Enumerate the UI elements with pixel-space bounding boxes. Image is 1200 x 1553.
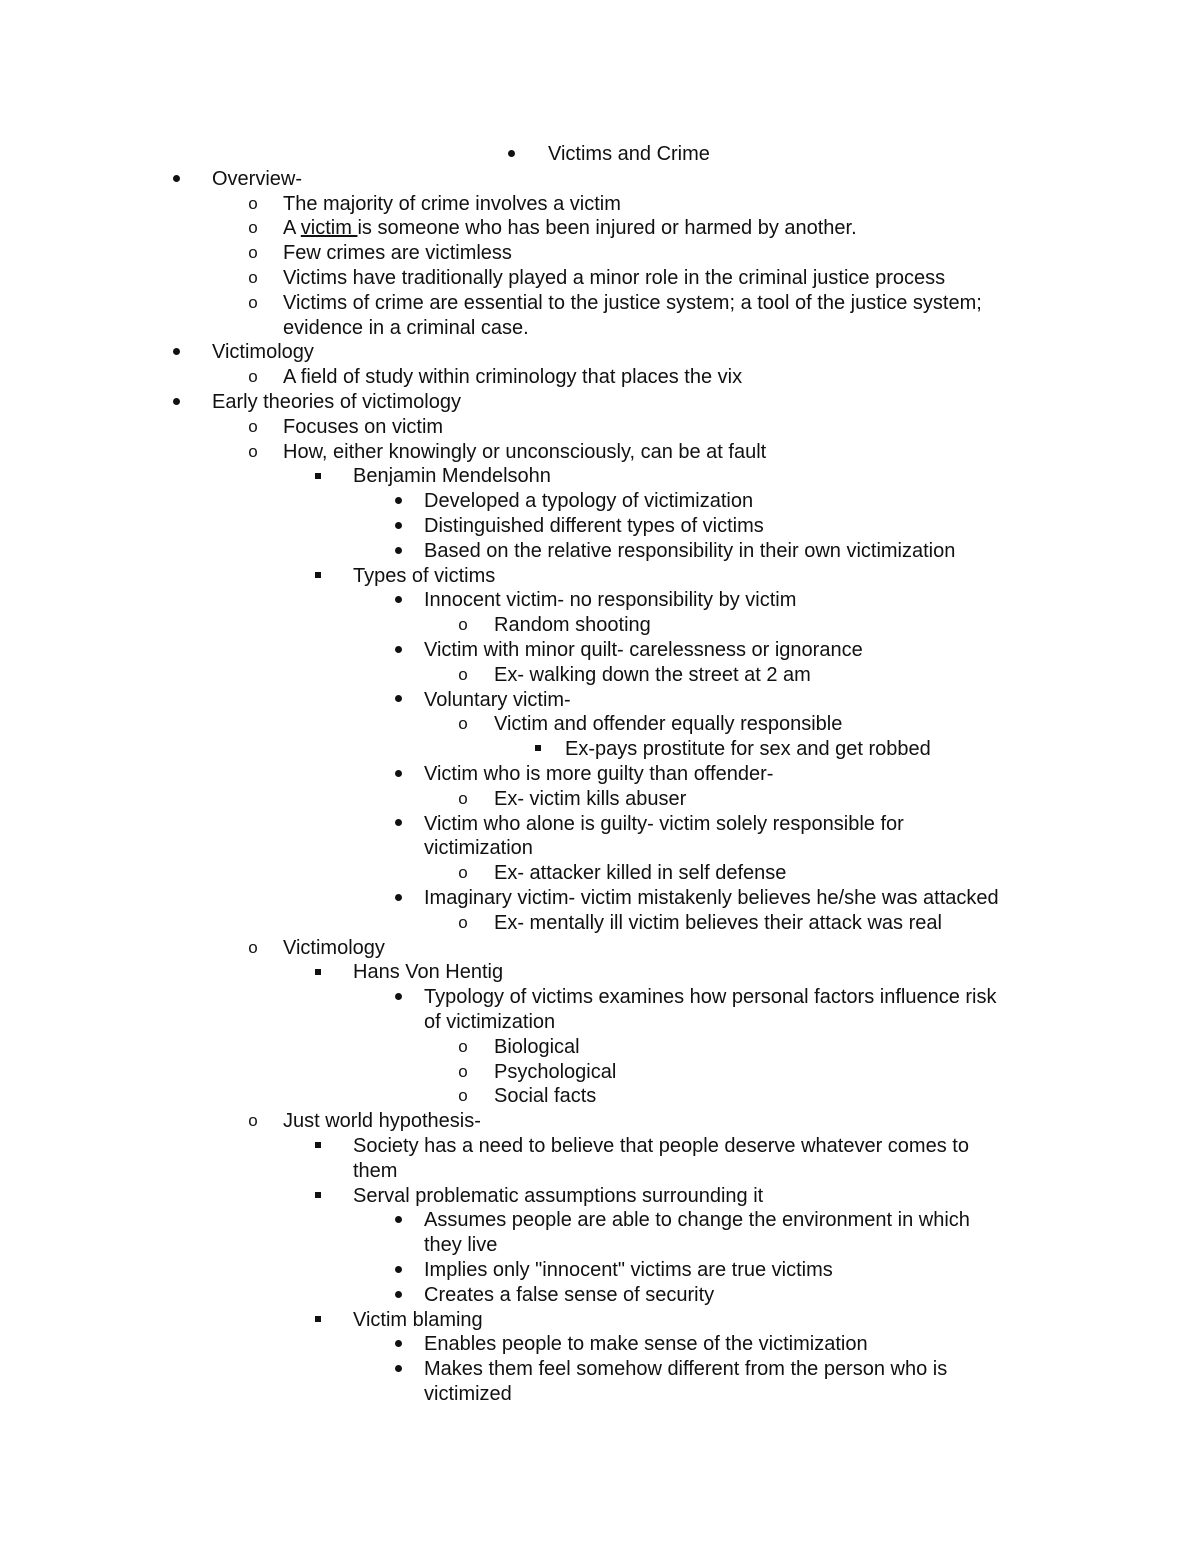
document-line bbox=[0, 663, 1200, 688]
disc-bullet-icon bbox=[501, 142, 521, 167]
line-text: Ex-pays prostitute for sex and get robbed bbox=[565, 738, 931, 761]
document-line bbox=[0, 787, 1200, 812]
line-text: Hans Von Hentig bbox=[353, 961, 504, 984]
line-text: victimized bbox=[424, 1383, 512, 1405]
document-line bbox=[0, 291, 1200, 316]
line-text: Innocent victim- no responsibility by victim bbox=[424, 589, 797, 612]
circle-bullet-icon: o bbox=[458, 863, 468, 883]
circle-bullet-icon: o bbox=[458, 788, 468, 808]
document-line bbox=[0, 216, 1200, 241]
document-line bbox=[0, 712, 1200, 737]
line-text: Biological bbox=[494, 1035, 580, 1058]
document-line bbox=[0, 836, 1200, 861]
disc-bullet-icon bbox=[388, 1283, 408, 1308]
disc-bullet-icon bbox=[388, 514, 408, 539]
circle-bullet-icon: o bbox=[458, 1061, 468, 1081]
square-bullet-icon bbox=[308, 1184, 328, 1209]
line-text: Ex- attacker killed in self defense bbox=[494, 862, 787, 885]
document-line bbox=[0, 936, 1200, 961]
document-line bbox=[0, 1159, 1200, 1184]
line-text: Based on the relative responsibility in their own victimization bbox=[424, 539, 956, 562]
document-line bbox=[0, 1258, 1200, 1283]
line-text: Society has a need to believe that people deserve whatever comes to bbox=[353, 1135, 969, 1157]
line-text: Benjamin Mendelsohn bbox=[353, 465, 551, 488]
disc-bullet-icon bbox=[388, 638, 408, 663]
circle-bullet-icon: o bbox=[458, 714, 468, 734]
document-line bbox=[0, 489, 1200, 514]
document-line bbox=[0, 340, 1200, 365]
document-line bbox=[0, 1109, 1200, 1134]
document-line bbox=[0, 1134, 1200, 1159]
line-text: Victim with minor quilt- carelessness or ignorance bbox=[424, 639, 863, 661]
line-text: Just world hypothesis- bbox=[283, 1110, 481, 1133]
line-text: Victimology bbox=[283, 936, 385, 959]
disc-bullet-icon bbox=[166, 390, 186, 415]
line-text: Victims have traditionally played a minor role in the criminal justice process bbox=[283, 267, 946, 289]
line-text: The majority of crime involves a victim bbox=[283, 192, 621, 215]
document-line bbox=[0, 638, 1200, 663]
disc-bullet-icon bbox=[388, 886, 408, 911]
line-text: Makes them feel somehow different from the person who is bbox=[424, 1358, 948, 1381]
document-line bbox=[0, 415, 1200, 440]
circle-bullet-icon: o bbox=[248, 292, 258, 312]
document-line bbox=[0, 167, 1200, 192]
line-text: Victimology bbox=[212, 341, 314, 364]
disc-bullet-icon bbox=[166, 167, 186, 192]
disc-bullet-icon bbox=[388, 588, 408, 613]
underlined-term: victim bbox=[300, 217, 358, 240]
disc-bullet-icon bbox=[388, 1208, 408, 1233]
circle-bullet-icon: o bbox=[458, 615, 468, 635]
document-line bbox=[0, 886, 1200, 911]
document-line bbox=[0, 390, 1200, 415]
document-line bbox=[0, 564, 1200, 589]
disc-bullet-icon bbox=[166, 340, 186, 365]
circle-bullet-icon: o bbox=[248, 268, 258, 287]
disc-bullet-icon bbox=[388, 985, 408, 1010]
document-line bbox=[0, 1184, 1200, 1209]
circle-bullet-icon: o bbox=[248, 243, 258, 263]
document-line bbox=[0, 365, 1200, 390]
document-line bbox=[0, 266, 1200, 291]
document-line bbox=[0, 1035, 1200, 1060]
line-text: Overview- bbox=[212, 167, 303, 190]
document-line bbox=[0, 142, 1200, 167]
document-line bbox=[0, 1233, 1200, 1258]
line-text: Few crimes are victimless bbox=[283, 242, 512, 265]
line-text: Voluntary victim- bbox=[424, 688, 571, 711]
line-text: A field of study within criminology that places the vix bbox=[283, 366, 743, 389]
document-line bbox=[0, 762, 1200, 787]
line-text: Enables people to make sense of the victimization bbox=[424, 1333, 868, 1356]
line-text: of victimization bbox=[424, 1011, 556, 1033]
line-text: Victims of crime are essential to the justice system; a tool of the justice system; bbox=[283, 291, 982, 314]
circle-bullet-icon: o bbox=[458, 1036, 468, 1056]
line-text: Victim who alone is guilty- victim solely responsible for bbox=[424, 812, 904, 835]
line-text: Random shooting bbox=[494, 614, 651, 637]
document-line bbox=[0, 960, 1200, 985]
document-line bbox=[0, 985, 1200, 1010]
line-text: Serval problematic assumptions surrounding it bbox=[353, 1184, 764, 1207]
line-text: victimization bbox=[424, 837, 533, 860]
document-line bbox=[0, 688, 1200, 713]
document-line bbox=[0, 192, 1200, 217]
line-text: Assumes people are able to change the environment in which bbox=[424, 1209, 970, 1232]
square-bullet-icon bbox=[308, 564, 328, 589]
line-text: they live bbox=[424, 1234, 498, 1257]
document-line bbox=[0, 440, 1200, 465]
document-line bbox=[0, 1382, 1200, 1407]
document-line bbox=[0, 1283, 1200, 1308]
line-text: Typology of victims examines how personal factors influence risk bbox=[424, 986, 997, 1009]
document-line bbox=[0, 241, 1200, 266]
line-text: Implies only "innocent" victims are true victims bbox=[424, 1259, 833, 1281]
document-line bbox=[0, 588, 1200, 613]
line-text: Types of victims bbox=[353, 564, 496, 587]
circle-bullet-icon: o bbox=[248, 937, 258, 957]
line-text: them bbox=[353, 1159, 398, 1182]
document-line bbox=[0, 1332, 1200, 1357]
line-text: evidence in a criminal case. bbox=[283, 316, 529, 339]
circle-bullet-icon: o bbox=[248, 441, 258, 461]
document-line bbox=[0, 1208, 1200, 1233]
line-text: Developed a typology of victimization bbox=[424, 490, 754, 513]
circle-bullet-icon: o bbox=[248, 367, 258, 387]
document-line bbox=[0, 1010, 1200, 1035]
document-line bbox=[0, 613, 1200, 638]
disc-bullet-icon bbox=[388, 762, 408, 787]
document-line bbox=[0, 464, 1200, 489]
square-bullet-icon bbox=[308, 960, 328, 985]
line-text: Ex- walking down the street at 2 am bbox=[494, 663, 811, 686]
line-text bbox=[283, 216, 857, 241]
square-bullet-icon bbox=[308, 1134, 328, 1159]
disc-bullet-icon bbox=[388, 489, 408, 514]
circle-bullet-icon: o bbox=[248, 218, 258, 238]
line-text: How, either knowingly or unconsciously, can be at fault bbox=[283, 440, 767, 463]
text-segment: A bbox=[283, 217, 301, 240]
disc-bullet-icon bbox=[388, 1357, 408, 1382]
square-bullet-icon bbox=[528, 737, 548, 762]
document-line bbox=[0, 861, 1200, 886]
line-text: Early theories of victimology bbox=[212, 391, 461, 413]
line-text: Victim blaming bbox=[353, 1308, 483, 1331]
line-text: Ex- mentally ill victim believes their attack was real bbox=[494, 911, 942, 934]
circle-bullet-icon: o bbox=[458, 664, 468, 684]
document-line bbox=[0, 1308, 1200, 1333]
circle-bullet-icon: o bbox=[458, 1086, 468, 1106]
line-text: Focuses on victim bbox=[283, 415, 444, 438]
document-line bbox=[0, 316, 1200, 341]
square-bullet-icon bbox=[308, 1308, 328, 1333]
document-title: Victims and Crime bbox=[548, 143, 710, 165]
disc-bullet-icon bbox=[388, 688, 408, 713]
square-bullet-icon bbox=[308, 464, 328, 489]
line-text: Victim and offender equally responsible bbox=[494, 713, 843, 736]
document-line bbox=[0, 514, 1200, 539]
line-text: Victim who is more guilty than offender- bbox=[424, 763, 774, 785]
line-text: Social facts bbox=[494, 1085, 597, 1108]
document-line bbox=[0, 812, 1200, 837]
line-text: Imaginary victim- victim mistakenly believes he/she was attacked bbox=[424, 887, 999, 909]
document-line bbox=[0, 1357, 1200, 1382]
circle-bullet-icon: o bbox=[458, 912, 468, 932]
line-text: Creates a false sense of security bbox=[424, 1283, 715, 1306]
line-text: Distinguished different types of victims bbox=[424, 515, 764, 537]
disc-bullet-icon bbox=[388, 1332, 408, 1357]
document-line bbox=[0, 737, 1200, 762]
document-line bbox=[0, 539, 1200, 564]
circle-bullet-icon: o bbox=[248, 1111, 258, 1131]
text-segment: is someone who has been injured or harmed by another. bbox=[357, 217, 857, 240]
circle-bullet-icon: o bbox=[248, 193, 258, 213]
document-line bbox=[0, 1084, 1200, 1109]
document-line bbox=[0, 911, 1200, 936]
disc-bullet-icon bbox=[388, 539, 408, 564]
line-text: Psychological bbox=[494, 1060, 617, 1083]
disc-bullet-icon bbox=[388, 1258, 408, 1283]
disc-bullet-icon bbox=[388, 812, 408, 837]
document-line bbox=[0, 1060, 1200, 1085]
circle-bullet-icon: o bbox=[248, 416, 258, 436]
line-text: Ex- victim kills abuser bbox=[494, 787, 687, 810]
